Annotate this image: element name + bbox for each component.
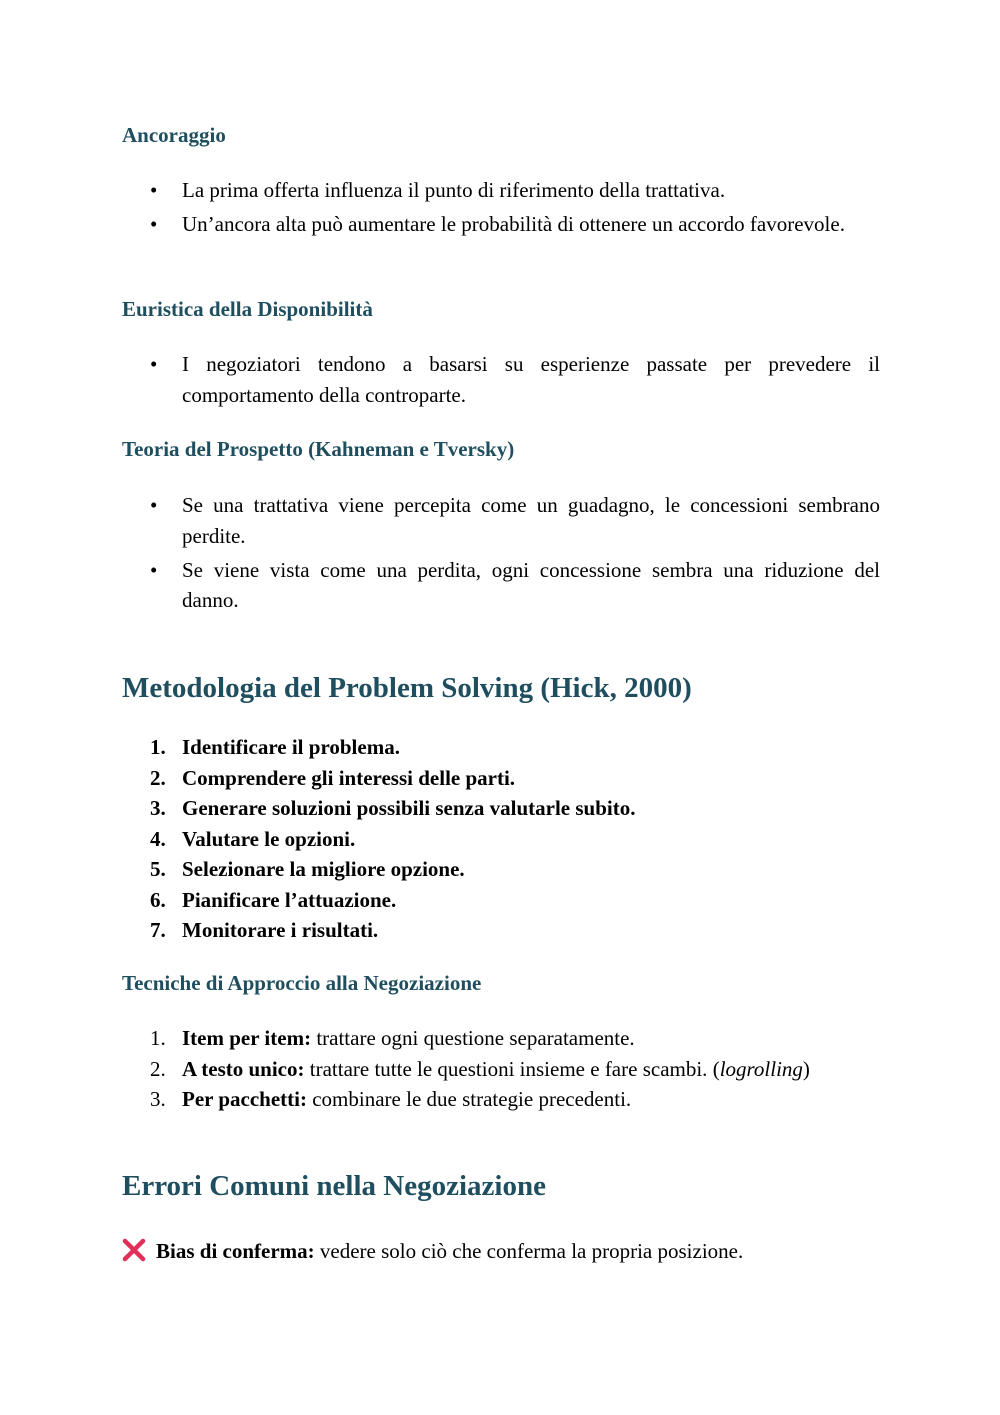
list-ancoraggio: [122, 175, 880, 243]
cross-mark-icon: [122, 1238, 146, 1262]
list-item: [122, 1023, 880, 1054]
list-item-text: Identificare il problema.: [182, 735, 400, 759]
list-item-text: Valutare le opzioni.: [182, 826, 356, 851]
list-item-number: 2.: [150, 765, 166, 790]
list-metodologia-steps: [122, 732, 880, 946]
list-item: [122, 885, 880, 916]
list-item-text: La prima offerta influenza il punto di riferimento della trattativa.: [182, 178, 726, 202]
bullet-icon: •: [150, 493, 158, 517]
list-item: [122, 915, 880, 946]
list-item: [122, 209, 880, 240]
list-item: [122, 1054, 880, 1085]
list-item-term: Per pacchetti:: [182, 1087, 307, 1111]
list-item-number: 1.: [150, 735, 166, 759]
error-term: Bias di conferma:: [156, 1239, 315, 1263]
list-disponibilita: [122, 349, 880, 414]
list-item-number: 1.: [150, 1026, 166, 1050]
paren-close: ): [802, 1056, 810, 1081]
list-item-desc: trattare tutte le questioni insieme e fare scambi.: [304, 1056, 713, 1081]
heading-ancoraggio: Ancoraggio: [122, 123, 226, 147]
list-item-desc: trattare ogni questione separatamente.: [311, 1026, 635, 1050]
list-item-desc: combinare le due strategie precedenti.: [306, 1087, 632, 1111]
list-tecniche: [122, 1023, 880, 1115]
bullet-icon: •: [150, 557, 158, 582]
list-item: [122, 490, 880, 551]
list-item-text: Monitorare i risultati.: [182, 918, 379, 942]
list-item-italic: logrolling: [719, 1056, 803, 1081]
list-item-number: 6.: [150, 887, 166, 912]
list-item: [122, 854, 880, 885]
list-item-text: Se viene vista come una perdita, ogni concessione sembra una riduzione del danno.: [182, 557, 880, 612]
bullet-icon: •: [150, 178, 158, 202]
list-item: [122, 793, 880, 824]
list-item-number: 4.: [150, 826, 166, 851]
bullet-icon: •: [150, 212, 158, 236]
list-item-text: Comprendere gli interessi delle parti.: [182, 765, 516, 790]
list-item: [122, 824, 880, 855]
list-item-text: Generare soluzioni possibili senza valutarle subito.: [182, 796, 636, 820]
list-item: [122, 349, 880, 410]
list-item-number: 5.: [150, 857, 166, 881]
heading-metodologia: Metodologia del Problem Solving (Hick, 2000): [122, 672, 692, 704]
paren-open: (: [712, 1056, 720, 1081]
list-item-text: Selezionare la migliore opzione.: [182, 857, 465, 881]
bullet-icon: •: [150, 352, 158, 376]
error-item: [122, 1236, 743, 1266]
list-item-term: A testo unico:: [182, 1056, 305, 1081]
list-item: [122, 763, 880, 794]
heading-prospetto: Teoria del Prospetto (Kahneman e Tversky): [122, 437, 515, 461]
heading-errori: Errori Comuni nella Negoziazione: [122, 1170, 546, 1202]
list-item-number: 3.: [150, 1087, 166, 1111]
list-item: [122, 175, 880, 206]
list-item-number: 2.: [150, 1056, 166, 1081]
list-item: [122, 555, 880, 616]
list-item-number: 7.: [150, 918, 166, 942]
heading-disponibilita: Euristica della Disponibilità: [122, 297, 373, 321]
list-item: [122, 732, 880, 763]
list-item-term: Item per item:: [182, 1026, 312, 1050]
list-item-text: Pianificare l’attuazione.: [182, 887, 397, 912]
heading-tecniche: Tecniche di Approccio alla Negoziazione: [122, 971, 482, 995]
list-prospetto: [122, 490, 880, 619]
list-item-text: I negoziatori tendono a basarsi su esperienze passate per prevedere il comportamento della controparte.: [182, 352, 880, 407]
list-item-text: Un’ancora alta può aumentare le probabilità di ottenere un accordo favorevole.: [182, 212, 845, 236]
list-item: [122, 1084, 880, 1115]
error-desc: vedere solo ciò che conferma la propria posizione.: [314, 1239, 744, 1263]
list-item-text: Se una trattativa viene percepita come un guadagno, le concessioni sembrano perdite.: [182, 493, 880, 548]
list-item-number: 3.: [150, 796, 166, 820]
